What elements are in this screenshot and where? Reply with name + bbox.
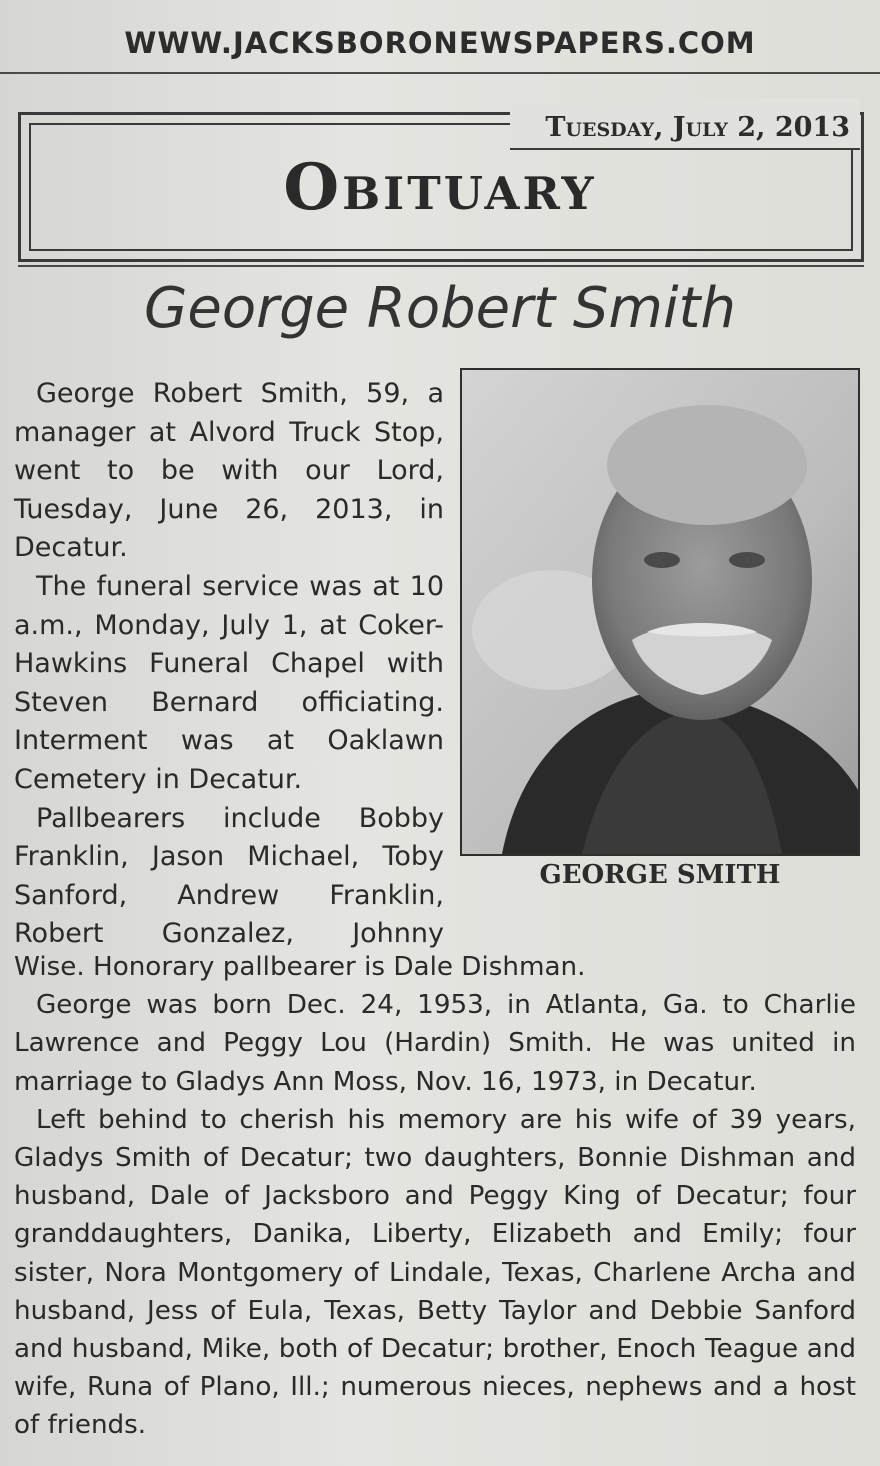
obituary-column-text bbox=[14, 375, 444, 954]
portrait-photo-icon bbox=[462, 370, 858, 854]
section-title: Obituary bbox=[283, 150, 597, 225]
issue-date-text: Tuesday, July 2, 2013 bbox=[545, 112, 850, 143]
portrait-photo bbox=[460, 368, 860, 856]
photo-caption: GEORGE SMITH bbox=[539, 860, 781, 890]
obituary-name-heading: George Robert Smith bbox=[144, 276, 736, 341]
paragraph-birth: George was born Dec. 24, 1953, in Atlanta, Ga. to Charlie Lawrence and Peggy Lou (Hardin) Smith. He was united in marriage to Gladys Ann Moss, Nov. 16, 1973, in Decatur. bbox=[14, 990, 856, 1097]
banner-bottom-rule bbox=[18, 265, 864, 267]
paragraph-intro: George Robert Smith, 59, a manager at Alvord Truck Stop, went to be with our Lord, Tuesday, June 26, 2013, in Decatur. bbox=[14, 378, 444, 564]
obituary-full-width-text bbox=[14, 948, 856, 1445]
paragraph-pallbearers: Pallbearers include Bobby Franklin, Jason Michael, Toby Sanford, Andrew Franklin, Robert Gonzalez, Johnny bbox=[14, 802, 444, 950]
paragraph-service: The funeral service was at 10 a.m., Monday, July 1, at Coker-Hawkins Funeral Chapel with Steven Bernard officiating. Interment was at Oaklawn Cemetery in Decatur. bbox=[14, 570, 444, 795]
paragraph-pallbearers-continuation: Wise. Honorary pallbearer is Dale Dishman. bbox=[14, 952, 586, 982]
paragraph-survivors: Left behind to cherish his memory are his wife of 39 years, Gladys Smith of Decatur; two daughters, Bonnie Dishman and husband, Dale of Jacksboro and Peggy King of Decatur; four granddaughters, Danika, Liberty, Elizabeth and Emily; four sister, Nora Montgomery of Lindale, Texas, Charlene Archa and husband, Jess of Eula, Texas, Betty Taylor and Debbie Sanford and husband, Mike, both of Decatur; brother, Enoch Teague and wife, Runa of Plano, Ill.; numerous nieces, nephews and a host of friends. bbox=[14, 1104, 856, 1441]
top-rule bbox=[0, 72, 880, 74]
issue-date bbox=[510, 98, 860, 150]
site-url: WWW.JACKSBORONEWSPAPERS.COM bbox=[124, 26, 756, 60]
